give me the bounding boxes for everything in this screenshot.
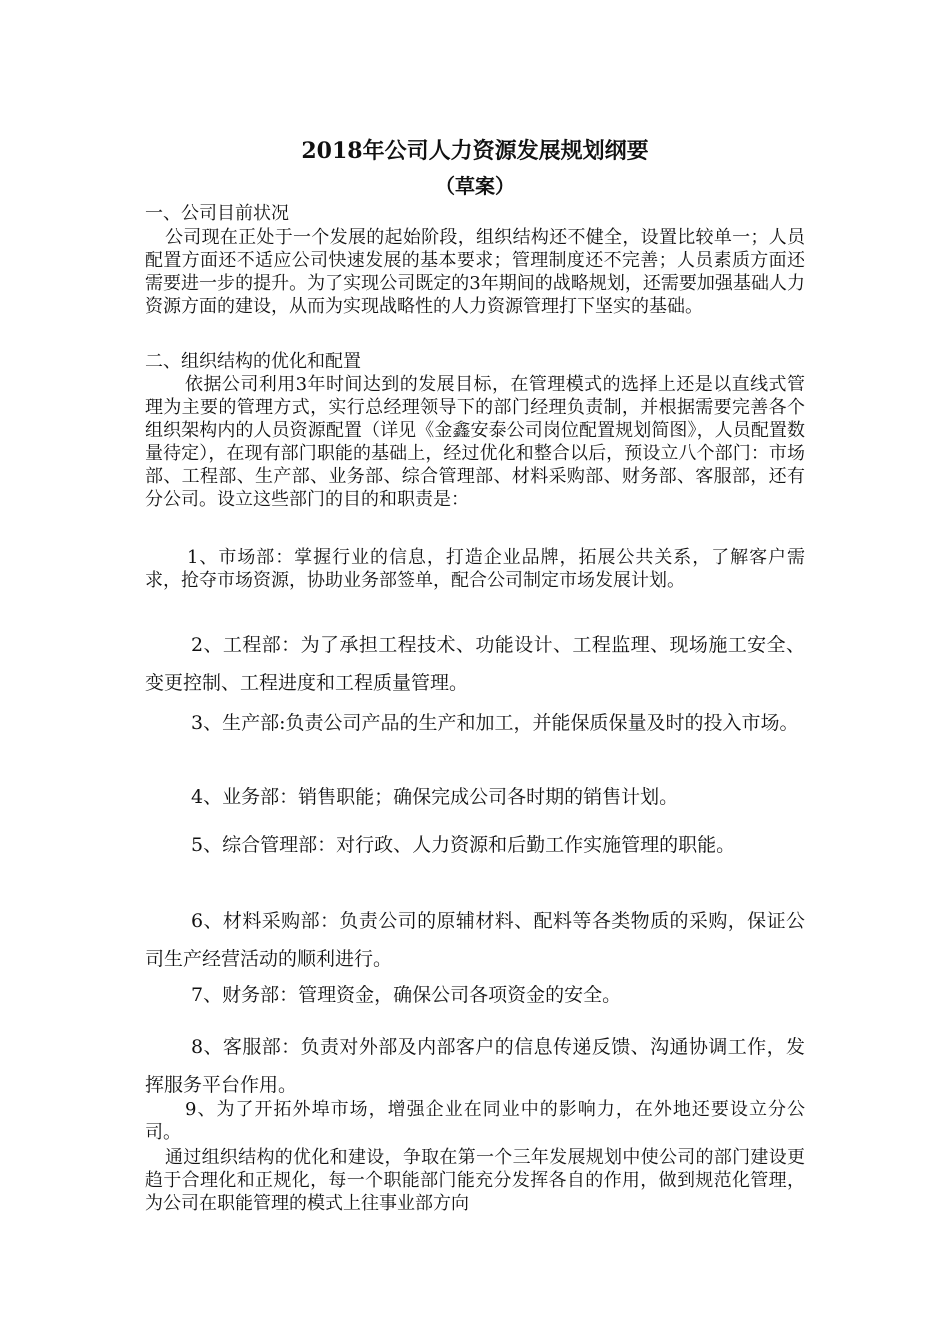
paragraph-organization-intro: 依据公司利用3年时间达到的发展目标，在管理模式的选择上还是以直线式管理为主要的管理方式，实行总经理领导下的部门经理负责制，并根据需要完善各个组织架构内的人员资源配置（详见《金鑫安泰公司岗位配置规划简图》，人员配置数量待定），在现有部门职能的基础上，经过优化和整合以后，预设立八个部门：市场部、工程部、生产部、业务部、综合管理部、材料采购部、财务部、客服部，还有分公司。设立这些部门的目的和职责是：	[145, 374, 805, 510]
list-item-finance-dept: 7、财务部：管理资金，确保公司各项资金的安全。	[191, 984, 622, 1006]
list-item-customer-service-dept: 8、客服部：负责对外部及内部客户的信息传递反馈、沟通协调工作，发挥服务平台作用。	[145, 1036, 805, 1096]
list-item-branch-office: 9、为了开拓外埠市场，增强企业在同业中的影响力，在外地还要设立分公司。	[145, 1099, 805, 1143]
list-item-production-dept: 3、生产部:负责公司产品的生产和加工，并能保质保量及时的投入市场。	[191, 712, 799, 734]
list-item-engineering-dept: 2、工程部：为了承担工程技术、功能设计、工程监理、现场施工安全、变更控制、工程进度和工程质量管理。	[145, 634, 805, 694]
document-title: 2018年公司人力资源发展规划纲要	[301, 138, 649, 164]
paragraph-organization-closing: 通过组织结构的优化和建设，争取在第一个三年发展规划中使公司的部门建设更趋于合理化和正规化，每一个职能部门能充分发挥各自的作用，做到规范化管理，为公司在职能管理的模式上往事业部方向	[145, 1147, 805, 1214]
list-item-market-dept: 1、市场部：掌握行业的信息，打造企业品牌，拓展公共关系，了解客户需求，抢夺市场资源，协助业务部签单，配合公司制定市场发展计划。	[145, 547, 805, 591]
list-item-sales-dept: 4、业务部：销售职能；确保完成公司各时期的销售计划。	[191, 786, 679, 808]
list-item-procurement-dept: 6、材料采购部：负责公司的原辅材料、配料等各类物质的采购，保证公司生产经营活动的顺利进行。	[145, 910, 805, 970]
document-subtitle: （草案）	[435, 174, 515, 198]
section-heading-organization: 二、组织结构的优化和配置	[145, 351, 361, 372]
list-item-admin-dept: 5、综合管理部：对行政、人力资源和后勤工作实施管理的职能。	[191, 834, 736, 856]
paragraph-current-status: 公司现在正处于一个发展的起始阶段，组织结构还不健全，设置比较单一；人员配置方面还不适应公司快速发展的基本要求；管理制度还不完善；人员素质方面还需要进一步的提升。为了实现公司既定的3年期间的战略规划，还需要加强基础人力资源方面的建设，从而为实现战略性的人力资源管理打下坚实的基础。	[145, 227, 805, 317]
section-heading-current-status: 一、公司目前状况	[145, 203, 289, 224]
